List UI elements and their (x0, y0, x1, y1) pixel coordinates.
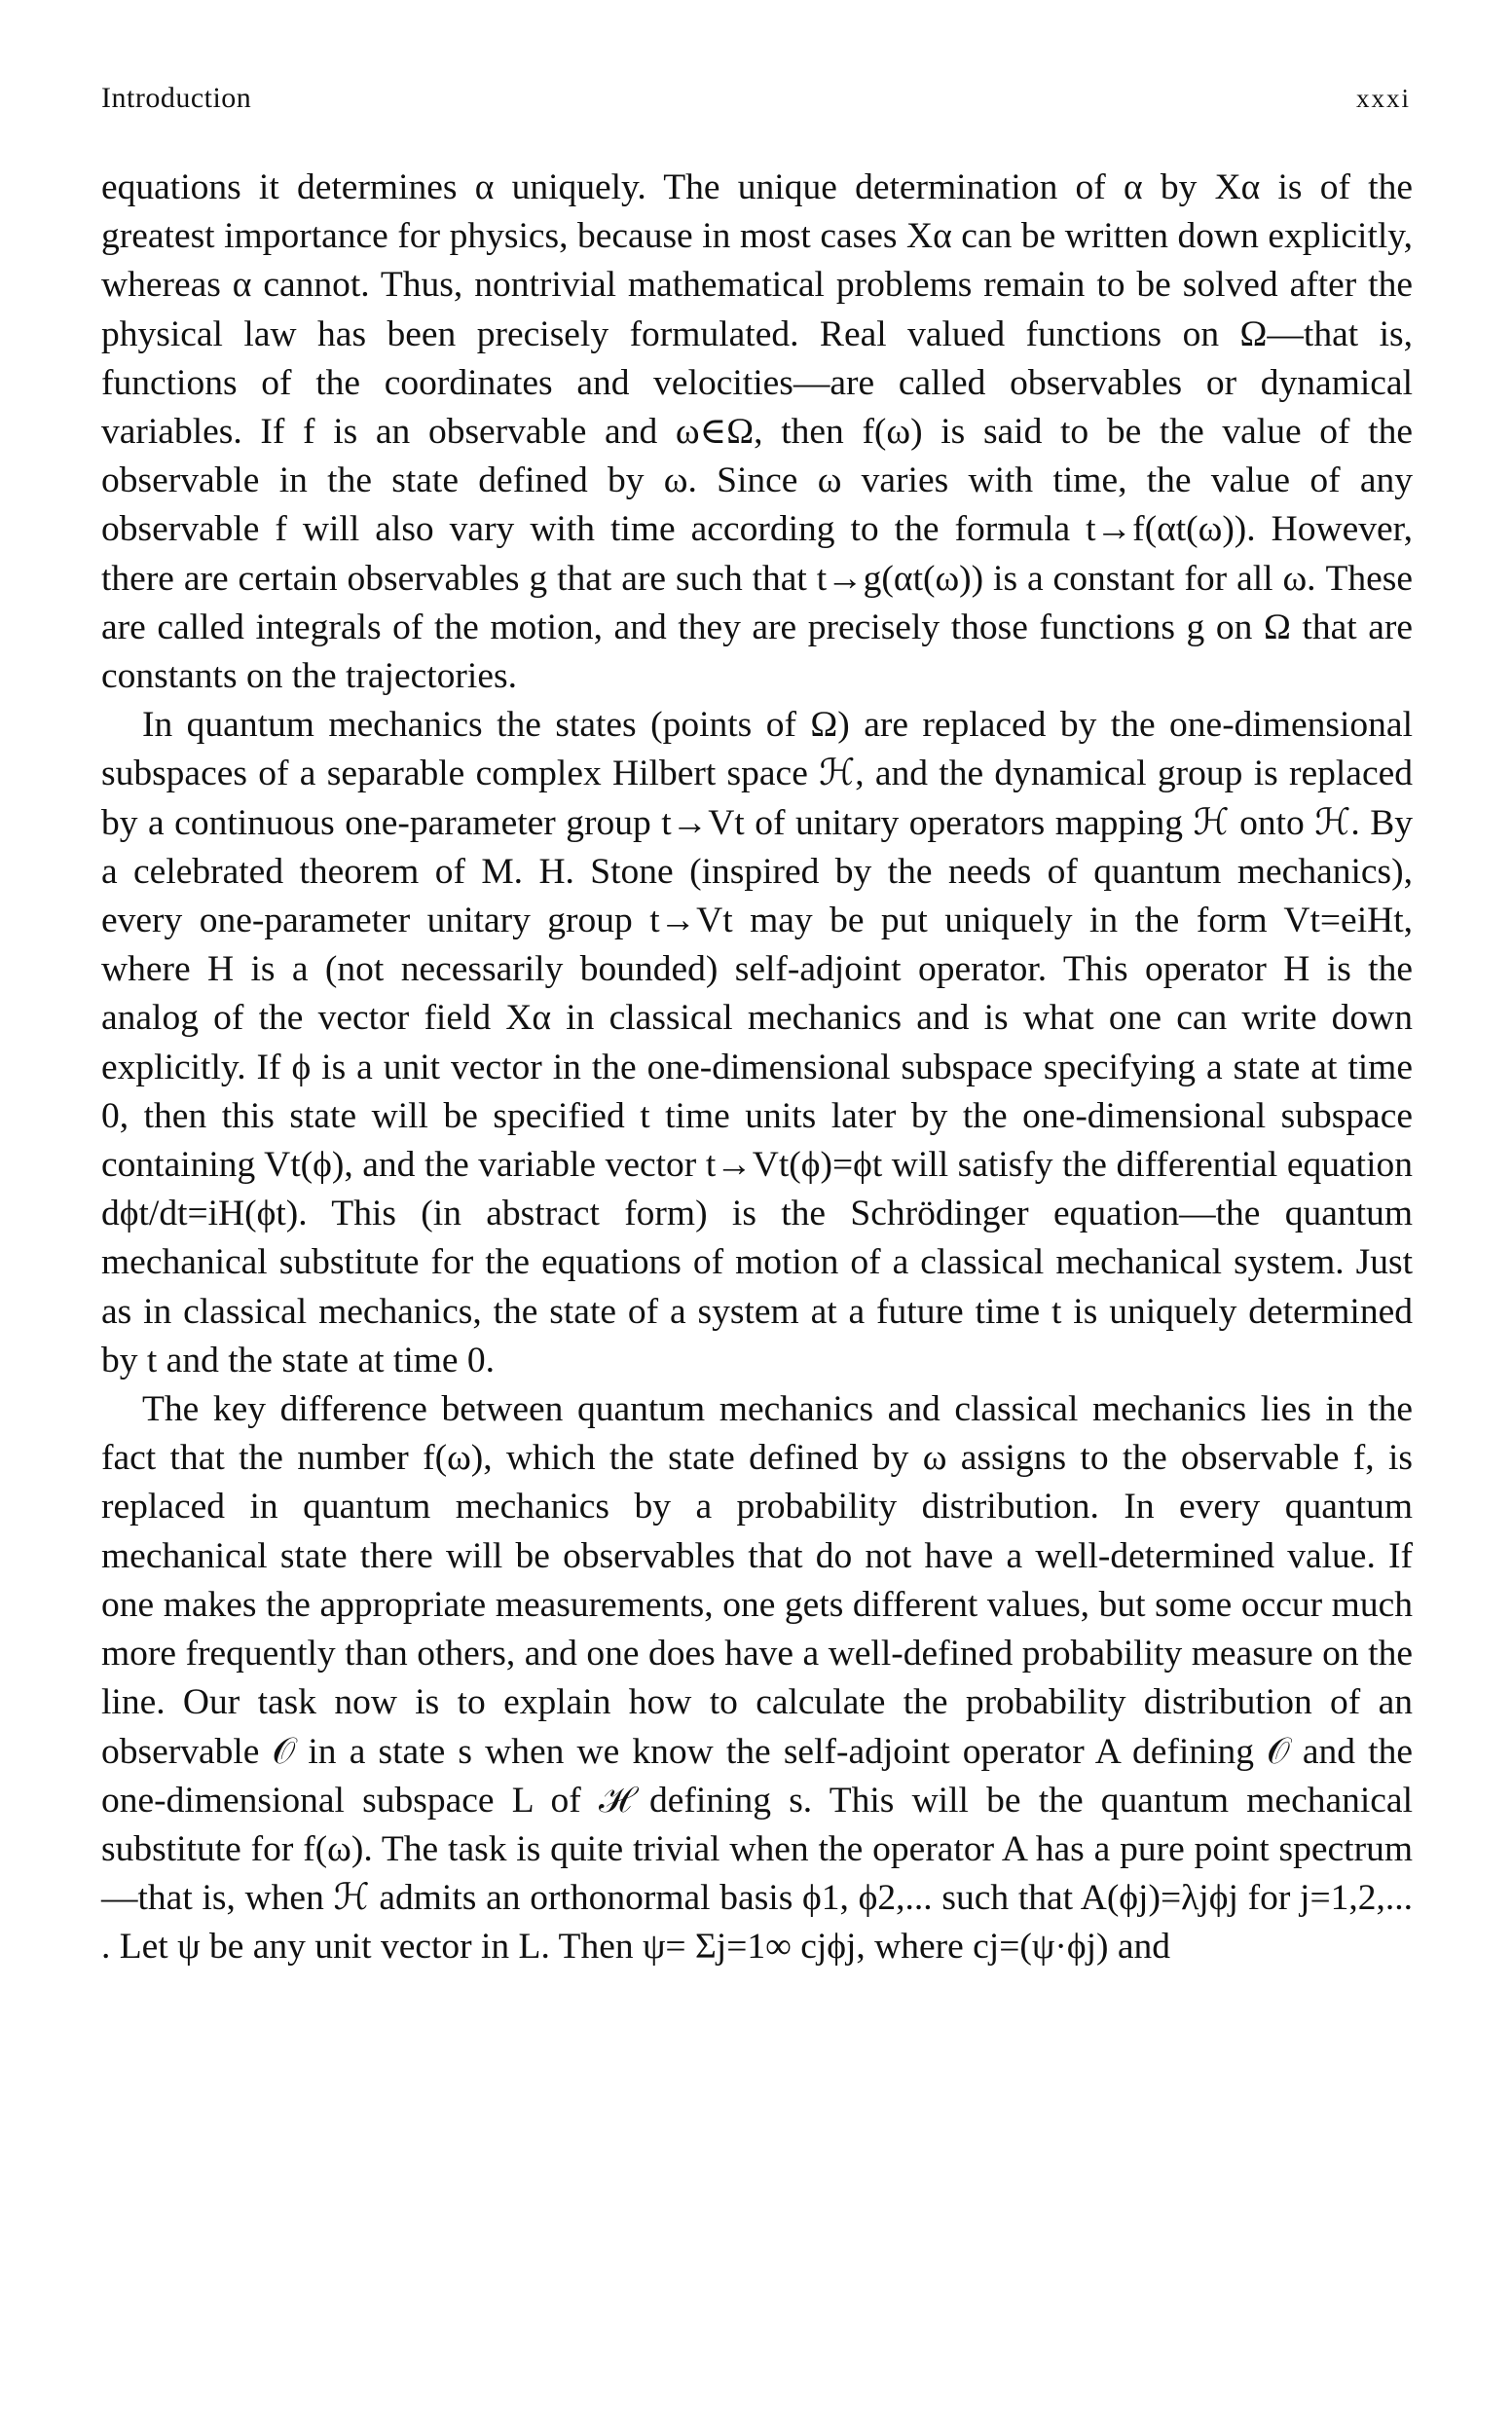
paragraph-1: equations it determines α uniquely. The unique determination of α by Xα is of the greatest importance for physics, because in most cases Xα can be written down explicitly, whereas α cannot. Thus, nontrivial mathematical problems remain to be solved after the physical law has been precisely formulated. Real valued functions on Ω—that is, functions of the coordinates and velocities—are called observables or dynamical variables. If f is an observable and ω∈Ω, then f(ω) is said to be the value of the observable in the state defined by ω. Since ω varies with time, the value of any observable f will also vary with time according to the formula t→f(αt(ω)). However, there are certain observables g that are such that t→g(αt(ω)) is a constant for all ω. These are called integrals of the motion, and they are precisely those functions g on Ω that are constants on the trajectories. (101, 167, 1413, 697)
page-number: xxxi (1355, 84, 1411, 113)
paragraph-2: In quantum mechanics the states (points of Ω) are replaced by the one-dimensional subspaces of a separable complex Hilbert space ℋ, and the dynamical group is replaced by a continuous one-parameter group t→Vt of unitary operators mapping ℋ onto ℋ. By a celebrated theorem of M. H. Stone (inspired by the needs of quantum mechanics), every one-parameter unitary group t→Vt may be put uniquely in the form Vt=eiHt, where H is a (not necessarily bounded) self-adjoint operator. This operator H is the analog of the vector field Xα in classical mechanics and is what one can write down explicitly. If ϕ is a unit vector in the one-dimensional subspace specifying a state at time 0, then this state will be specified t time units later by the one-dimensional subspace containing Vt(ϕ), and the variable vector t→Vt(ϕ)=ϕt will satisfy the differential equation dϕt/dt=iH(ϕt). This (in abstract form) is the Schrödinger equation—the quantum mechanical substitute for the equations of motion of a classical mechanical system. Just as in classical mechanics, the state of a system at a future time t is uniquely determined by t and the state at time 0. (101, 705, 1413, 1380)
section-title: Introduction (101, 82, 252, 114)
running-head (101, 82, 1411, 115)
paragraph-3: The key difference between quantum mechanics and classical mechanics lies in the fact that the number f(ω), which the state defined by ω assigns to the observable f, is replaced in quantum mechanics by a probability distribution. In every quantum mechanical state there will be observables that do not have a well-determined value. If one makes the appropriate measurements, one gets different values, but some occur much more frequently than others, and one does have a well-defined probability measure on the line. Our task now is to explain how to calculate the probability distribution of an observable 𝒪 in a state s when we know the self-adjoint operator A defining 𝒪 and the one-dimensional subspace L of ℋ defining s. This will be the quantum mechanical substitute for f(ω). The task is quite trivial when the operator A has a pure point spectrum—that is, when ℋ admits an orthonormal basis ϕ1, ϕ2,... such that A(ϕj)=λjϕj for j=1,2,... . Let ψ be any unit vector in L. Then ψ= Σj=1∞ cjϕj, where cj=(ψ·ϕj) and (101, 1389, 1413, 1968)
body-text (101, 164, 1413, 1972)
